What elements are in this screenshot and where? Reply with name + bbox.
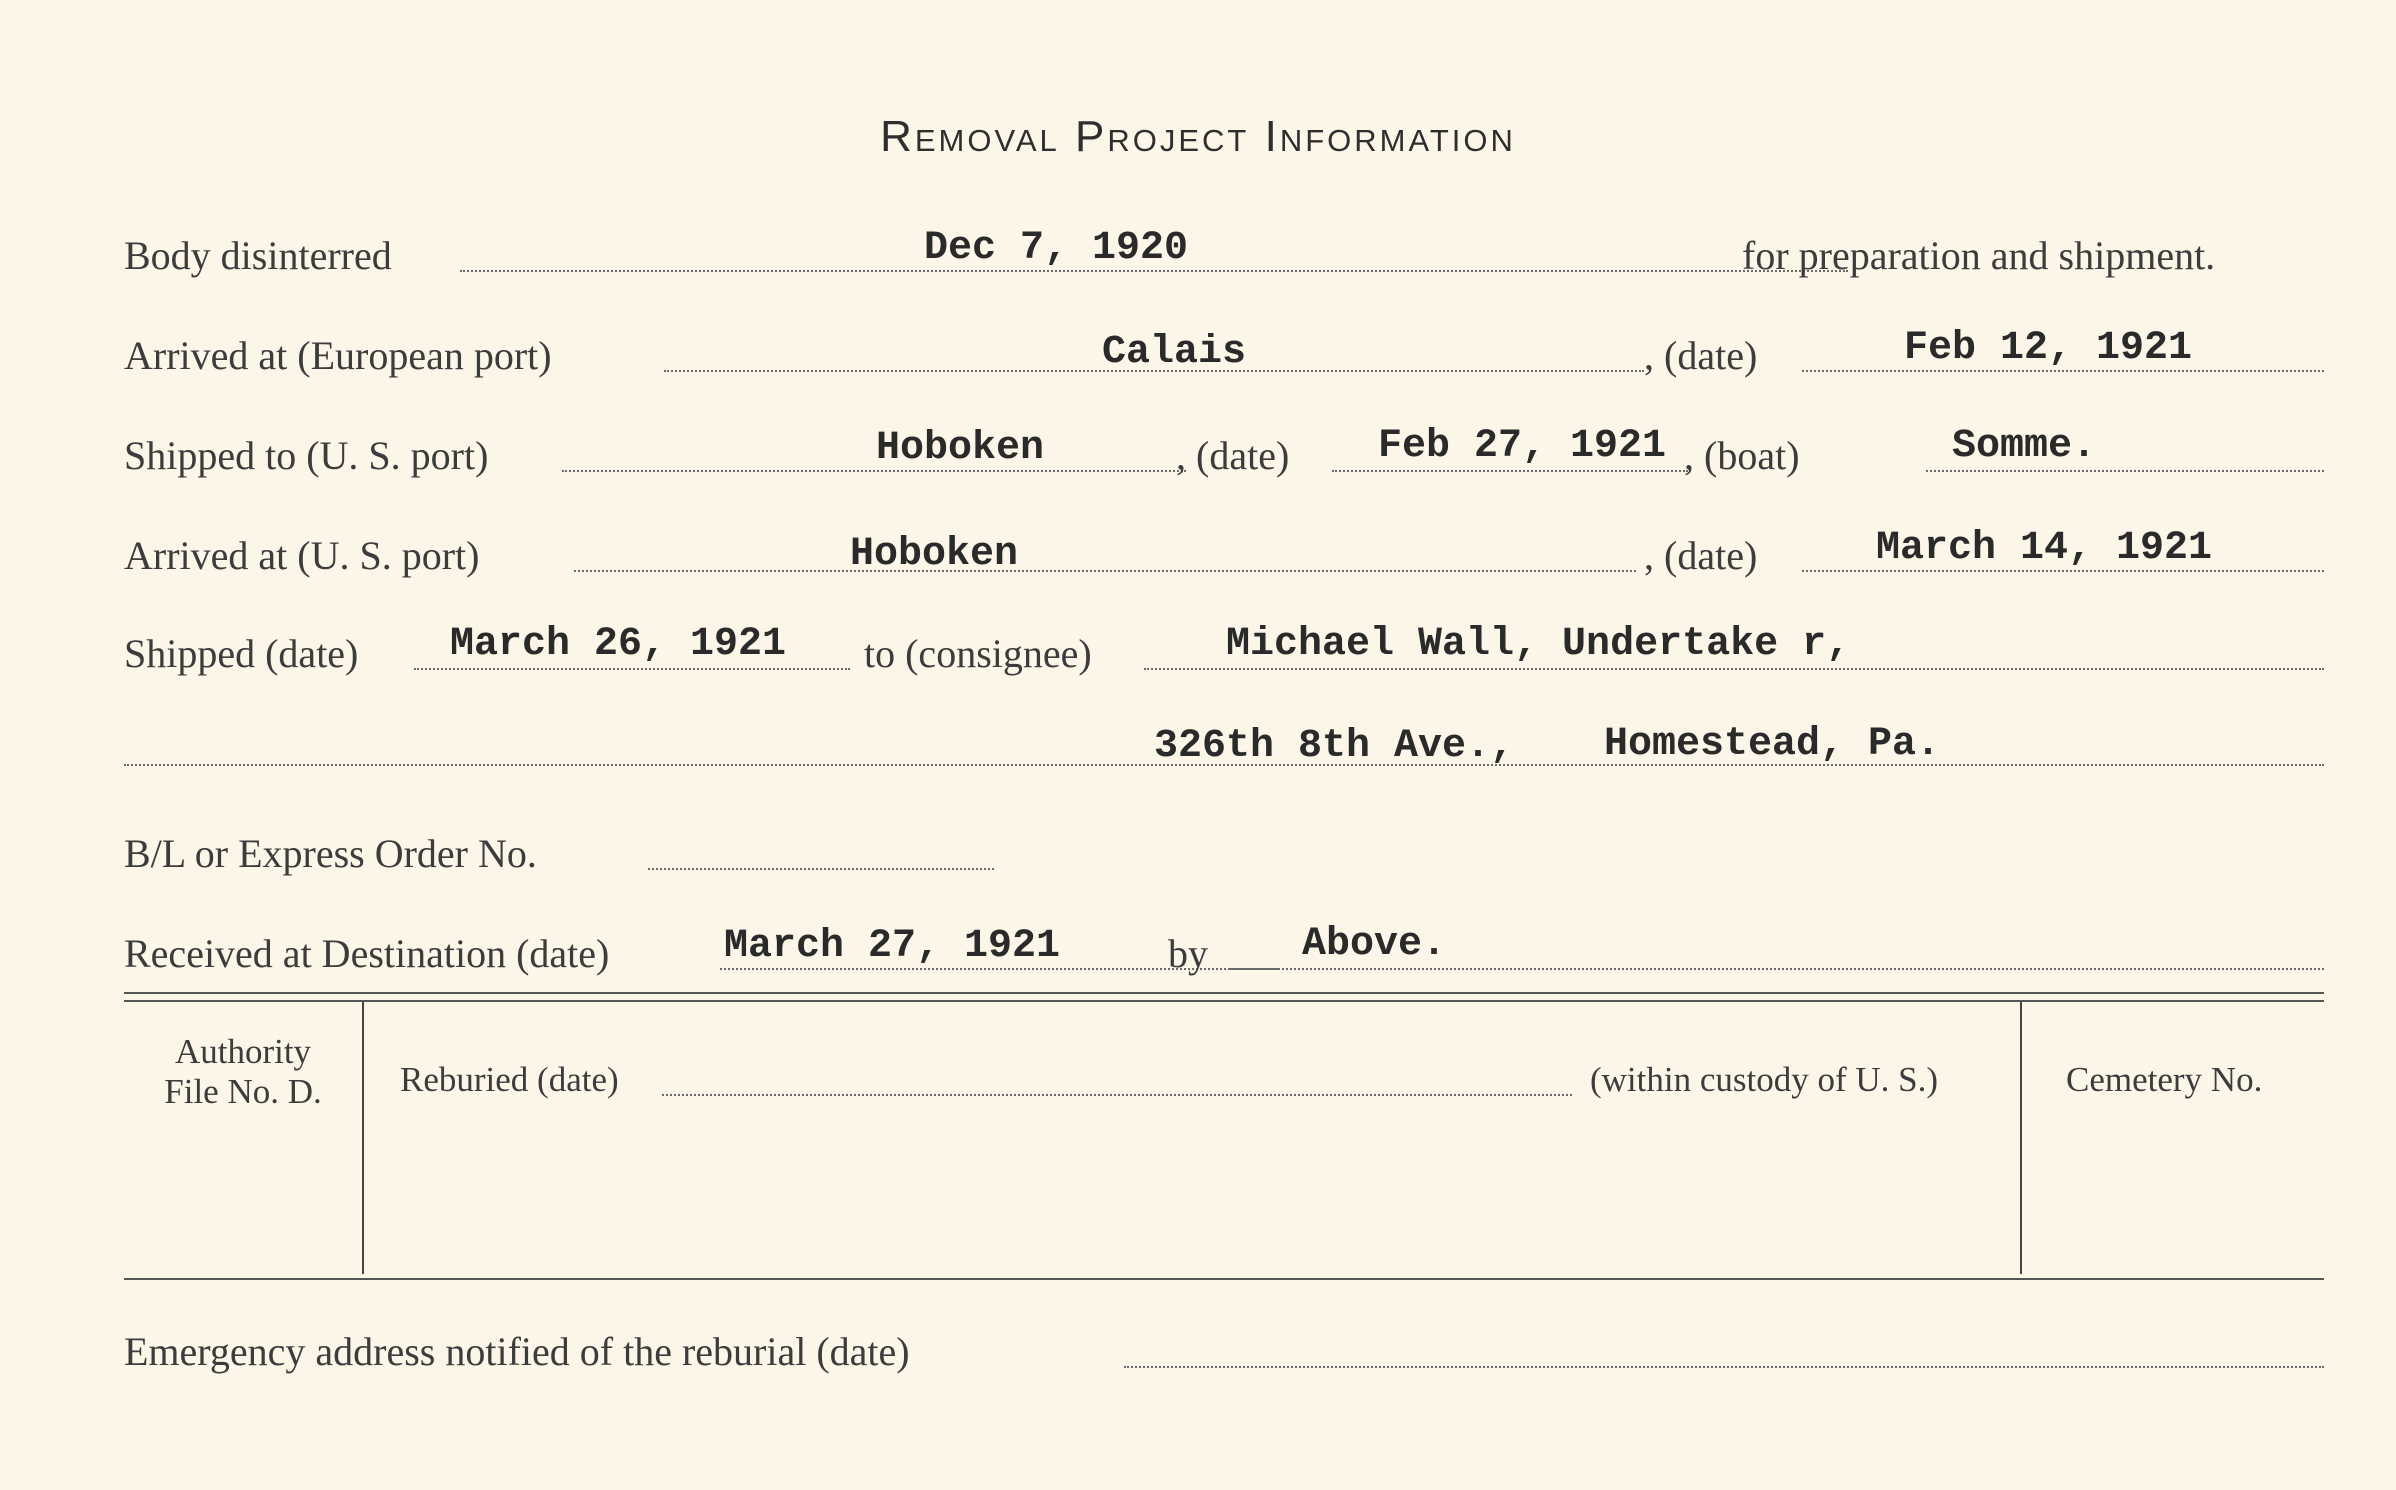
shipped-us-label: Shipped to (U. S. port): [124, 433, 489, 478]
shipped-us-boat-line: [1926, 470, 2324, 472]
european-port-row: [124, 326, 2324, 392]
shipped-row: [124, 622, 2324, 690]
authority-line2: File No. D.: [164, 1072, 322, 1111]
received-by-label: by: [1168, 931, 1208, 976]
consignee-line: [1144, 668, 2324, 670]
card-title: Removal Project Information: [880, 112, 1516, 161]
received-date: March 27, 1921: [724, 924, 1061, 969]
shipped-us-date-line: [1332, 470, 1688, 472]
address-street: 326th 8th Ave.,: [1154, 724, 1515, 769]
bl-line: [648, 868, 994, 870]
shipped-us-date-label: , (date): [1176, 433, 1290, 478]
shipped-us-boat-label: , (boat): [1684, 433, 1800, 478]
box-divider-left: [362, 1002, 364, 1274]
shipped-date-label: Shipped (date): [124, 631, 359, 676]
european-port-date: Feb 12, 1921: [1904, 326, 2193, 371]
box-bottom-rule: [124, 1278, 2324, 1280]
authority-cell: [124, 1032, 362, 1112]
received-by: Above.: [1302, 922, 1447, 967]
emergency-line: [1124, 1366, 2324, 1368]
received-label: Received at Destination (date): [124, 931, 610, 976]
shipped-us-port-line: [562, 470, 1186, 472]
arrived-us-row: [124, 526, 2324, 592]
european-port-value: Calais: [1102, 330, 1247, 375]
emergency-label: Emergency address notified of the reburial (date): [124, 1329, 910, 1374]
arrived-us-date-label: , (date): [1644, 533, 1758, 578]
consignee-label: to (consignee): [864, 631, 1092, 676]
shipped-us-port: Hoboken: [876, 426, 1045, 471]
european-port-label: Arrived at (European port): [124, 333, 552, 378]
shipped-us-date: Feb 27, 1921: [1378, 424, 1667, 469]
emergency-row: [124, 1328, 2324, 1388]
shipped-date-line: [414, 668, 850, 670]
bl-label: B/L or Express Order No.: [124, 831, 537, 876]
shipped-us-boat: Somme.: [1952, 424, 2097, 469]
arrived-us-port-line: [574, 570, 1636, 572]
address-row: [124, 722, 2324, 790]
european-port-date-label: , (date): [1644, 333, 1758, 378]
authority-line1: Authority: [174, 1032, 312, 1071]
received-row: [124, 922, 2324, 990]
consignee-value: Michael Wall, Undertake r,: [1226, 622, 1851, 667]
reburied-line: [662, 1094, 1572, 1096]
disinterred-date: Dec 7, 1920: [924, 226, 1189, 271]
arrived-us-label: Arrived at (U. S. port): [124, 533, 480, 578]
box-top-rule: [124, 992, 2324, 994]
box-divider-right: [2020, 1002, 2022, 1274]
disinterred-row: [124, 226, 2324, 292]
disinterred-suffix: for preparation and shipment.: [1742, 233, 2216, 278]
arrived-us-date: March 14, 1921: [1876, 526, 2213, 571]
received-by-line: [1230, 968, 2324, 970]
reburied-label: Reburied (date): [400, 1060, 619, 1099]
shipped-us-row: [124, 424, 2324, 492]
shipped-date: March 26, 1921: [450, 622, 787, 667]
box-top-rule-inner: [124, 1000, 2324, 1002]
disinterred-label: Body disinterred: [124, 233, 392, 278]
arrived-us-port: Hoboken: [850, 532, 1019, 577]
bl-row: [124, 830, 1124, 890]
address-city: Homestead, Pa.: [1604, 722, 1941, 767]
custody-label: (within custody of U. S.): [1590, 1060, 1939, 1099]
cemetery-label: Cemetery No.: [2066, 1060, 2263, 1099]
